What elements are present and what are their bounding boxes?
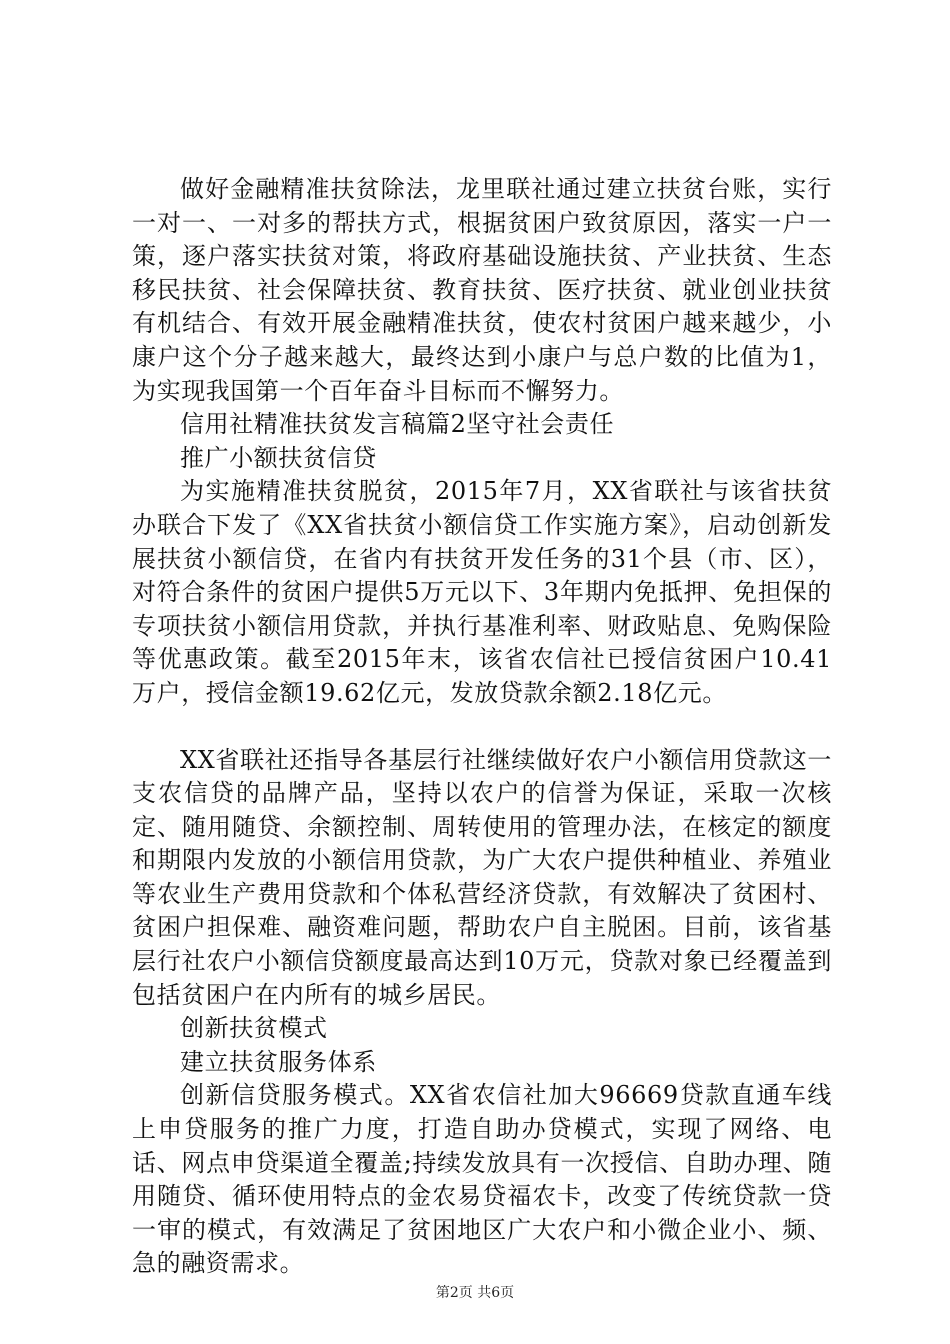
paragraph-financial-poverty-alleviation: 做好金融精准扶贫除法，龙里联社通过建立扶贫台账，实行一对一、一对多的帮扶方式，根据贫困户致贫原因，落实一户一策，逐户落实扶贫对策，将政府基础设施扶贫、产业扶贫、生态移民扶贫、社会保障扶贫、教育扶贫、医疗扶贫、就业创业扶贫有机结合、有效开展金融精准扶贫，使农村贫困户越来越少，小康户这个分子越来越大，最终达到小康户与总户数的比值为1，为实现我国第一个百年奋斗目标而不懈努力。	[132, 175, 832, 405]
document-body	[132, 173, 832, 1281]
paragraph-credit-service-model: 创新信贷服务模式。XX省农信社加大96669贷款直通车线上申贷服务的推广力度，打造自助办贷模式，实现了网络、电话、网点申贷渠道全覆盖;持续发放具有一次授信、自助办理、随用随贷、循环使用特点的金农易贷福农卡，改变了传统贷款一贷一审的模式，有效满足了贫困地区广大农户和小微企业小、频、急的融资需求。	[132, 1081, 832, 1278]
paragraph-microcredit-plan: 为实施精准扶贫脱贫，2015年7月，XX省联社与该省扶贫办联合下发了《XX省扶贫小额信贷工作实施方案》，启动创新发展扶贫小额信贷，在省内有扶贫开发任务的31个县（市、区），对符合条件的贫困户提供5万元以下、3年期内免抵押、免担保的专项扶贫小额信用贷款，并执行基准利率、财政贴息、免购保险等优惠政策。截至2015年末，该省农信社已授信贫困户10.41万户，授信金额19.62亿元，发放贷款余额2.18亿元。	[132, 477, 832, 707]
paragraph-farmer-credit-loans: XX省联社还指导各基层行社继续做好农户小额信用贷款这一支农信贷的品牌产品，坚持以农户的信誉为保证，采取一次核定、随用随贷、余额控制、周转使用的管理办法，在核定的额度和期限内发放的小额信用贷款，为广大农户提供种植业、养殖业等农业生产费用贷款和个体私营经济贷款，有效解决了贫困村、贫困户担保难、融资难问题，帮助农户自主脱困。目前，该省基层行社农户小额信贷额度最高达到10万元，贷款对象已经覆盖到包括贫困户在内所有的城乡居民。	[132, 745, 832, 1009]
section-heading-speech-2: 信用社精准扶贫发言稿篇2坚守社会责任	[180, 410, 615, 439]
section-subheading-service-system: 建立扶贫服务体系	[180, 1047, 377, 1076]
page-number-footer: 第2页 共6页	[435, 1285, 515, 1301]
section-heading-innovation: 创新扶贫模式	[180, 1014, 328, 1043]
paragraph-spacer	[132, 711, 832, 744]
section-subheading-microcredit: 推广小额扶贫信贷	[180, 443, 377, 472]
